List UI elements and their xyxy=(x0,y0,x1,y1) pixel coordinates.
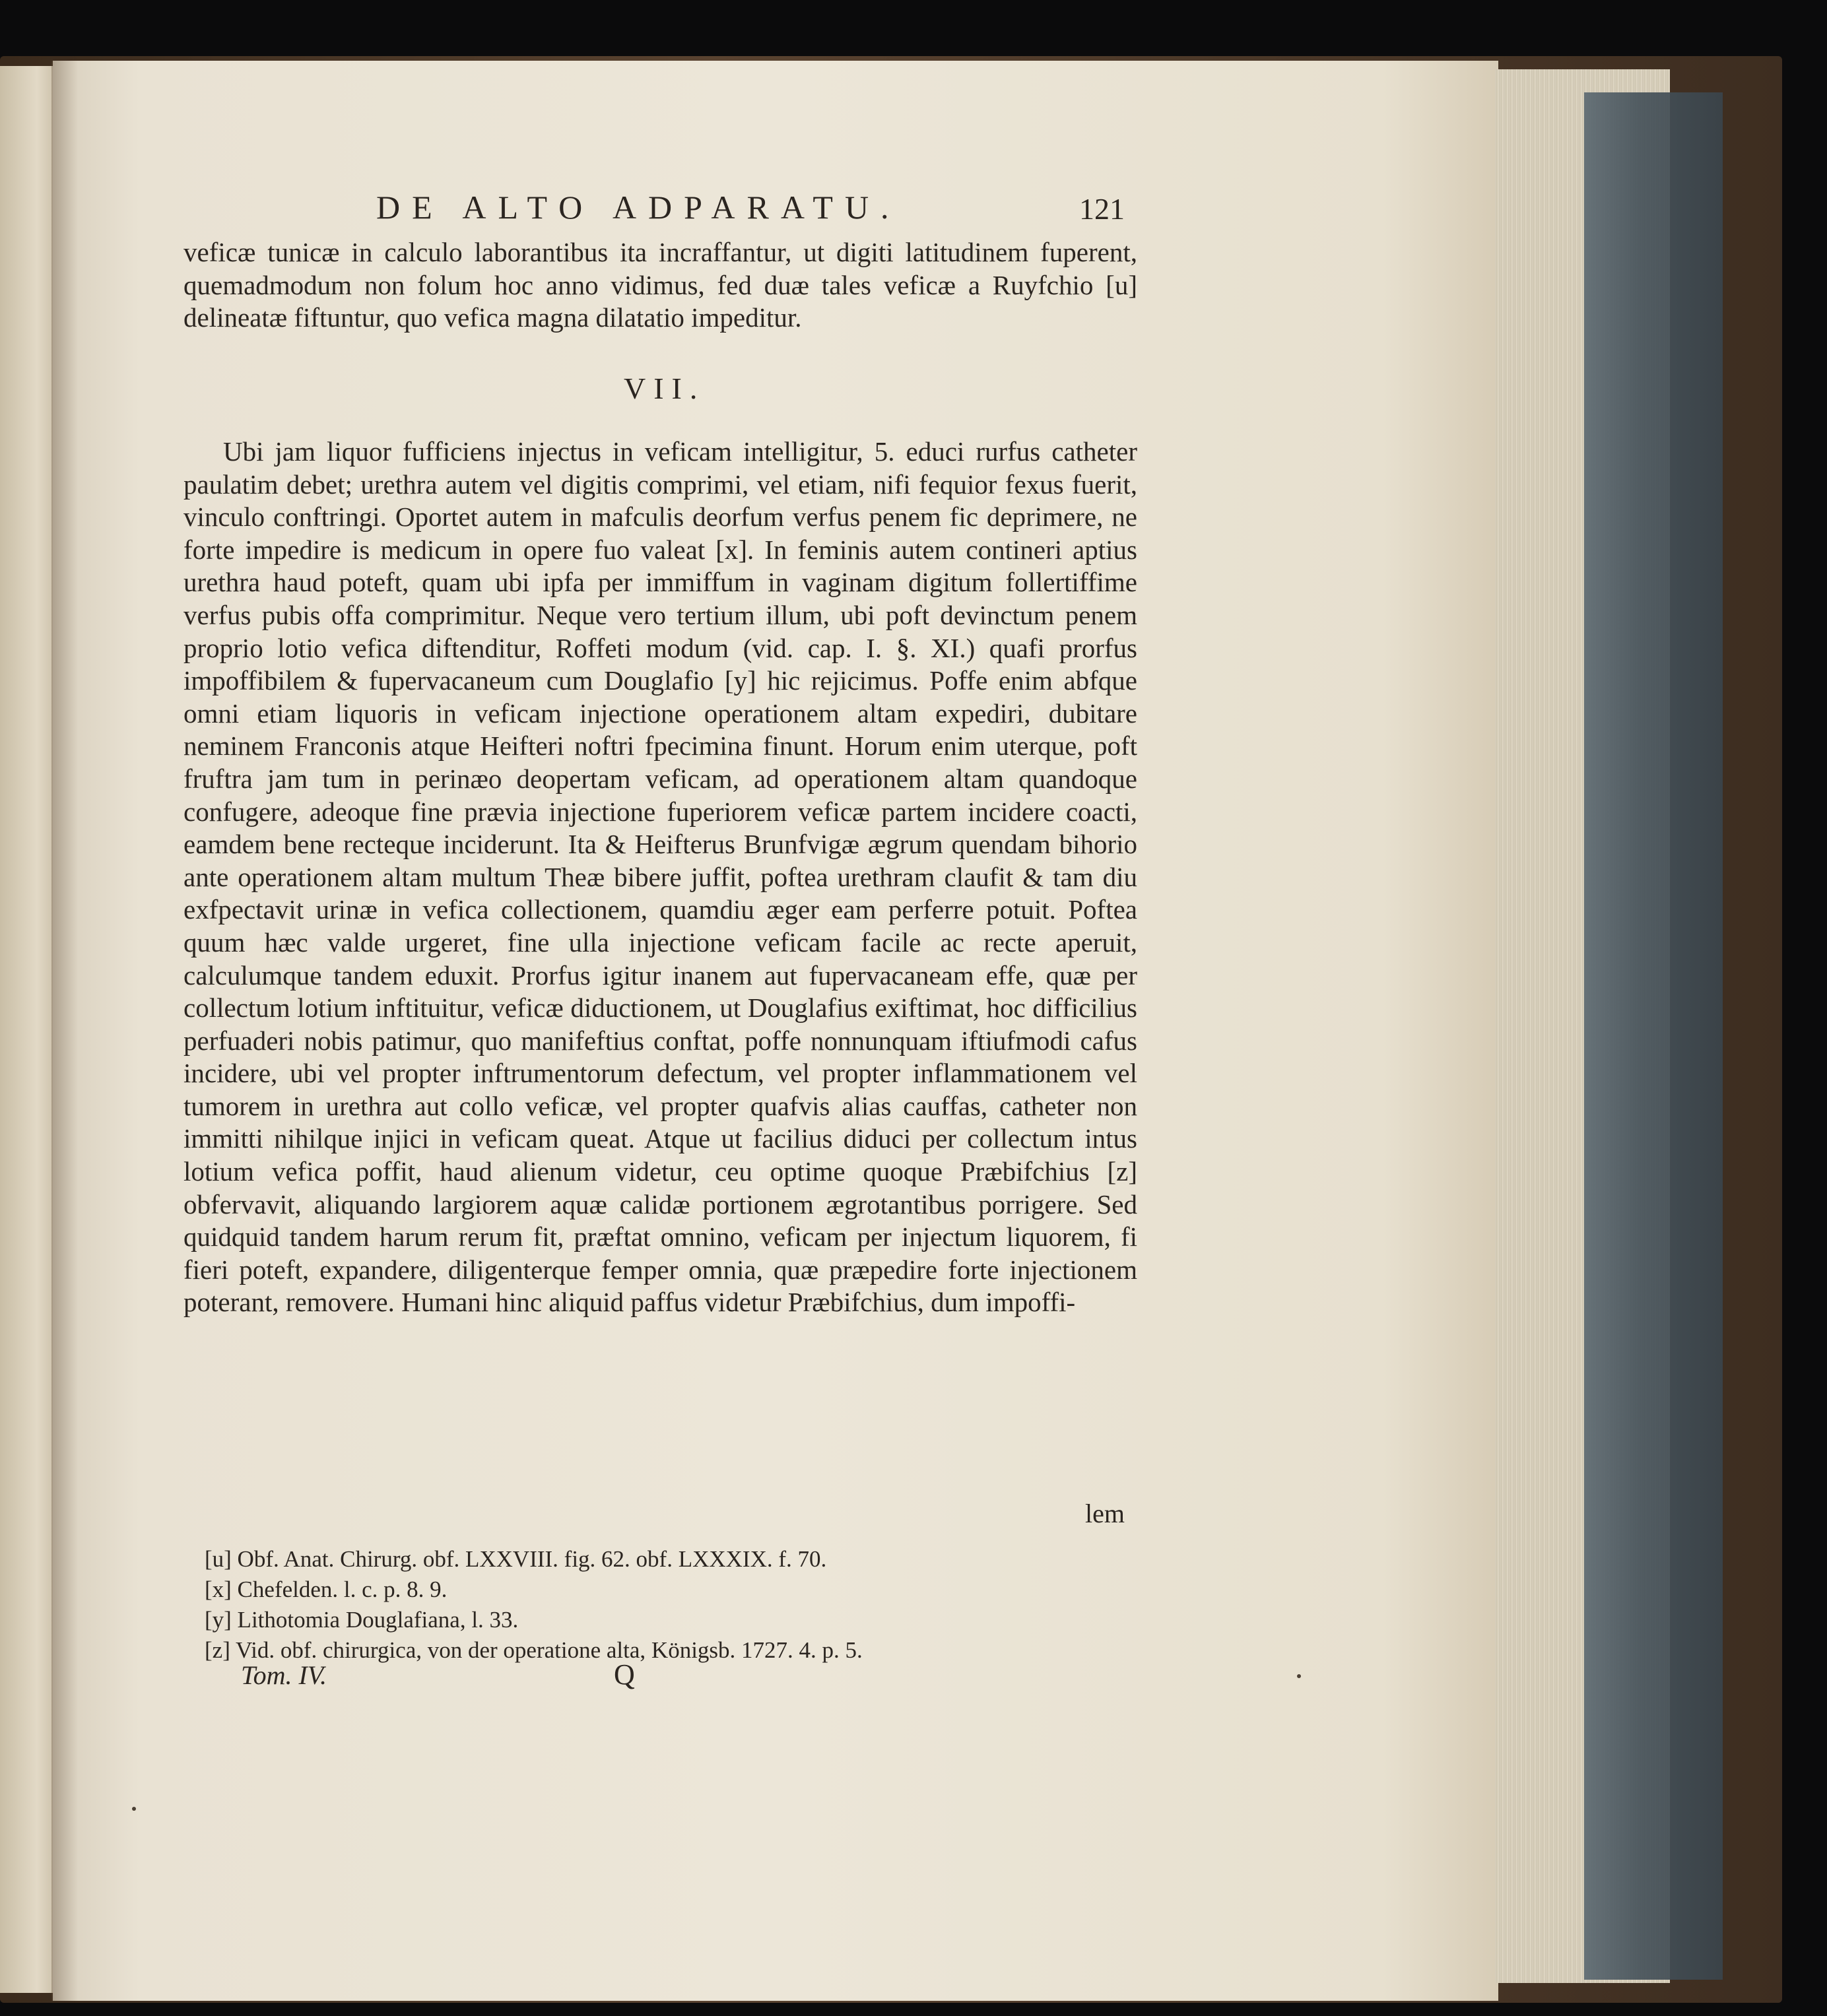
paper-speck xyxy=(132,1807,136,1811)
paper-speck xyxy=(1297,1674,1301,1678)
page-number: 121 xyxy=(1079,192,1125,226)
footnote-u: [u] Obf. Anat. Chirurg. obf. LXXVIII. fig. 62. obf. LXXXIX. f. 70. xyxy=(205,1546,827,1572)
footnote-x: [x] Chefelden. l. c. p. 8. 9. xyxy=(205,1577,448,1602)
catchword: lem xyxy=(1085,1499,1125,1528)
signature-mark: Q xyxy=(614,1658,635,1691)
intro-paragraph: veficæ tunicæ in calculo laborantibus ita incraffantur, ut digiti latitudinem fuperent, quemadmodum non folum hoc anno vidimus, fed duæ tales veficæ a Ruyfchio [u] delineatæ fiftuntur, quo vefica magna dilatatio impeditur. xyxy=(183,237,1137,333)
footnotes xyxy=(205,1544,1063,1666)
facing-page-edge xyxy=(0,66,53,1993)
volume-signature: Tom. IV. xyxy=(241,1660,327,1690)
section-number: VII. xyxy=(624,372,706,405)
footnote-z: [z] Vid. obf. chirurgica, von der operatione alta, Königsb. 1727. 4. p. 5. xyxy=(205,1637,863,1663)
footnote-y: [y] Lithotomia Douglafiana, l. 33. xyxy=(205,1607,519,1633)
marbled-edge xyxy=(1584,92,1723,1980)
section-body: Ubi jam liquor fufficiens injectus in veficam intelligitur, 5. educi rurfus catheter paulatim debet; urethra autem vel digitis comprimi, vel etiam, nifi fequior fexus fuerit, vinculo conftringi. Oportet autem in mafculis deorfum verfus penem fic deprimere, ne forte impedire is medicum in opere fuo valeat [x]. In feminis autem contineri aptius urethra haud poteft, quam ubi ipfa per immiffum in vaginam digitum follertiffime verfus pubis offa comprimitur. Neque vero tertium illum, ubi poft devinctum penem proprio lotio vefica diftenditur, Roffeti modum (vid. cap. I. §. XI.) quafi prorfus impoffibilem & fupervacaneum cum Douglafio [y] hic rejicimus. Poffe enim abfque omni etiam liquoris in veficam injectione operationem altam expediri, dubitare neminem Franconis atque Heifteri noftri fpecimina finunt. Horum enim uterque, poft fruftra jam tum in perinæo deopertam veficam, ad operationem altam quandoque confugere, adeoque fine prævia injectione fuperiorem veficæ partem incidere coacti, eamdem bene recteque inciderunt. Ita & Heifterus Brunfvigæ ægrum quendam bihorio ante operationem altam multum Theæ bibere juffit, poftea urethram claufit & tam diu exfpectavit urinæ in vefica collectionem, quamdiu æger eam perferre potuit. Poftea quum hæc valde urgeret, fine ulla injectione veficam facile ac recte aperuit, calculumque tandem eduxit. Prorfus igitur inanem aut fupervacaneam effe, quæ per collectum lotium inftituitur, veficæ diductionem, ut Douglafius exiftimat, hoc difficilius perfuaderi nobis patimur, quo manifeftius conftat, poffe nonnunquam iftiufmodi cafus incidere, ubi vel propter inftrumentorum defectum, vel propter inflammationem vel tumorem in urethra aut collo veficæ, vel propter quafvis alias cauffas, catheter non immitti nihilque injici in veficam queat. Atque ut facilius diduci per collectum intus lotium vefica poffit, haud alienum videtur, ceu optime quoque Præbifchius [z] obfervavit, aliquando largiorem aquæ calidæ portionem ægrotantibus porrigere. Sed quidquid tandem harum rerum fit, præftat omnino, veficam per injectum liquorem, fi fieri poteft, expandere, diligenterque femper omnia, quæ præpedire forte injectionem poterant, removere. Humani hinc aliquid paffus videtur Præbifchius, dum impoffi- xyxy=(183,436,1137,1318)
running-title: DE ALTO ADPARATU. xyxy=(376,189,901,226)
page-gutter-shadow xyxy=(51,61,78,2001)
